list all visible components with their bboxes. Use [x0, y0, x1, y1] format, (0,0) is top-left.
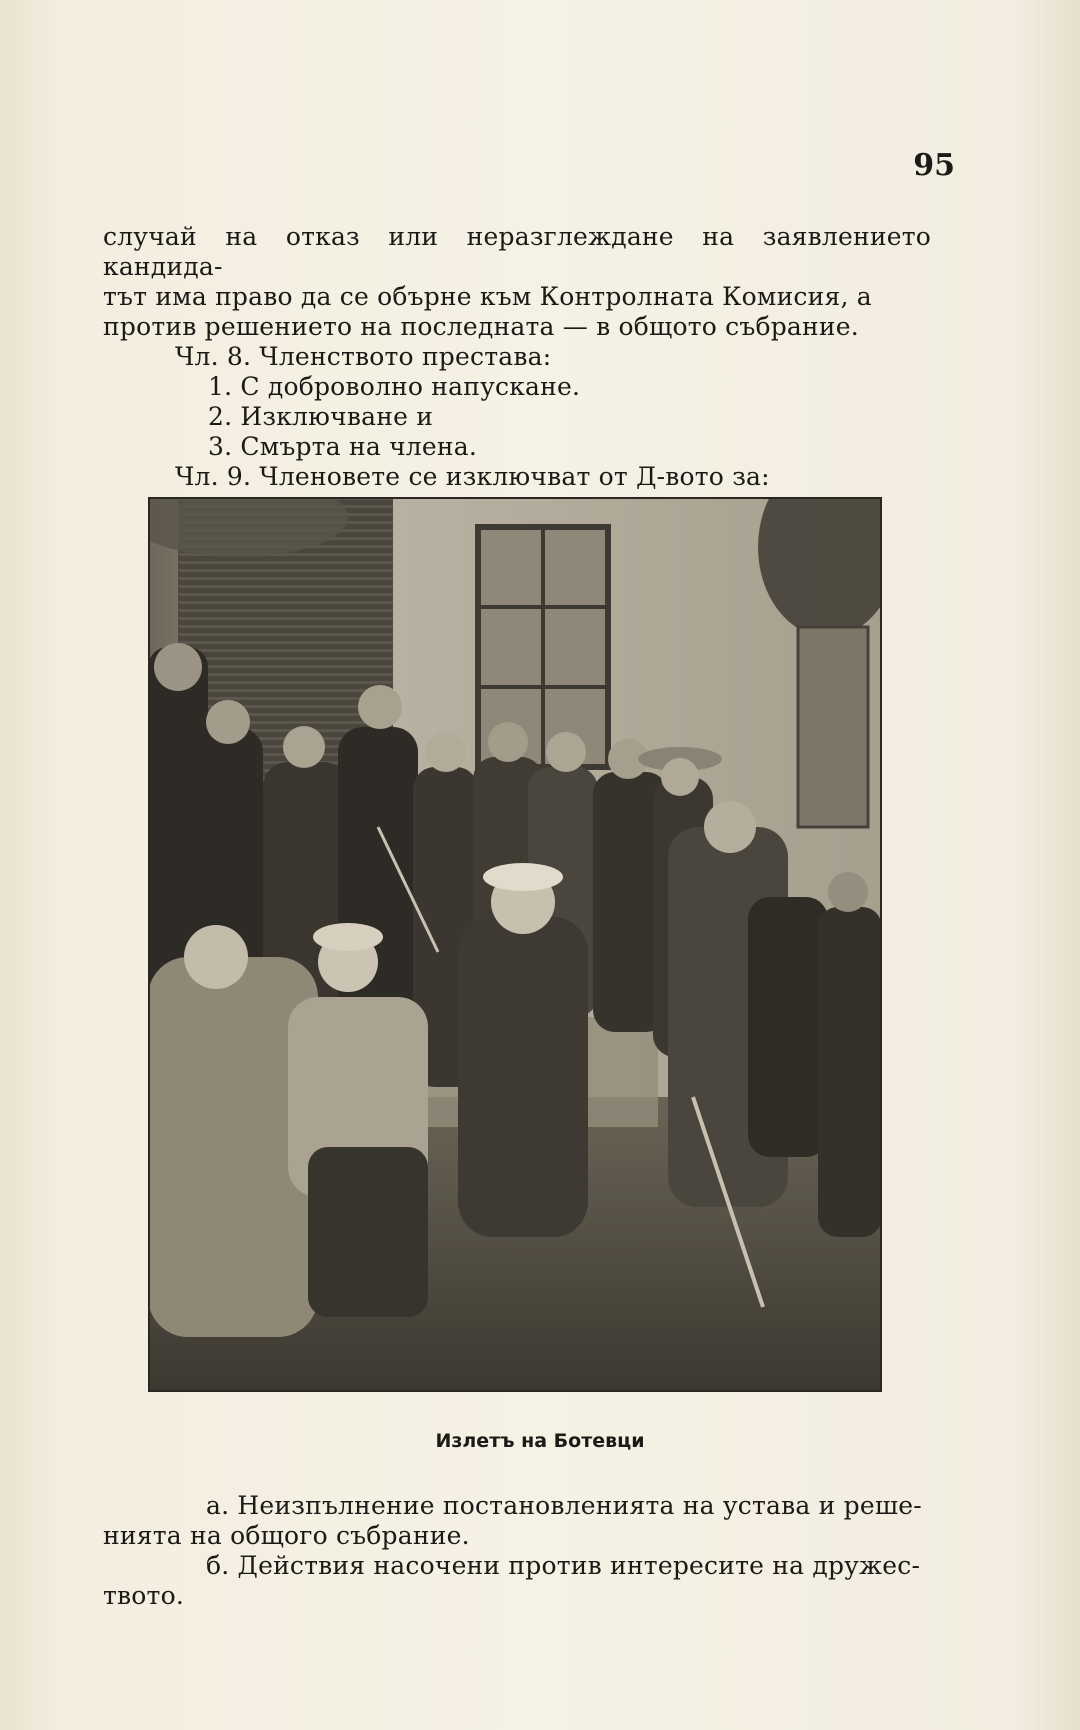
group-photograph: [148, 497, 882, 1392]
paragraph-line: против решението на последната — в общото събрание.: [103, 312, 859, 341]
article-8-item: 1. С доброволно напускане.: [208, 372, 581, 401]
article-9-item-a-continuation: нията на общого събрание.: [103, 1521, 470, 1550]
paragraph-line: тът има право да се обърне към Контролната Комисия, а: [103, 282, 872, 311]
article-9-item-a: а. Неизпълнение постановленията на устава и реше-: [206, 1491, 922, 1520]
photo-caption: Излетъ на Ботевци: [435, 1430, 645, 1452]
article-8-item: 2. Изключване и: [208, 402, 434, 431]
article-9-heading: Чл. 9. Членовете се изключват от Д-вото за:: [175, 462, 770, 491]
paragraph-line: случай на отказ или неразглеждане на заявлението кандида-: [103, 222, 931, 281]
article-9-item-b-continuation: твото.: [103, 1581, 184, 1610]
article-8-item: 3. Смърта на члена.: [208, 432, 477, 461]
photograph-illustration: [148, 497, 882, 1392]
top-text-block: [103, 222, 931, 492]
bottom-text-block: [103, 1491, 931, 1611]
page-number: 95: [913, 148, 955, 183]
article-8-heading: Чл. 8. Членството престава:: [175, 342, 552, 371]
article-9-item-b: б. Действия насочени против интересите на дружес-: [206, 1551, 921, 1580]
